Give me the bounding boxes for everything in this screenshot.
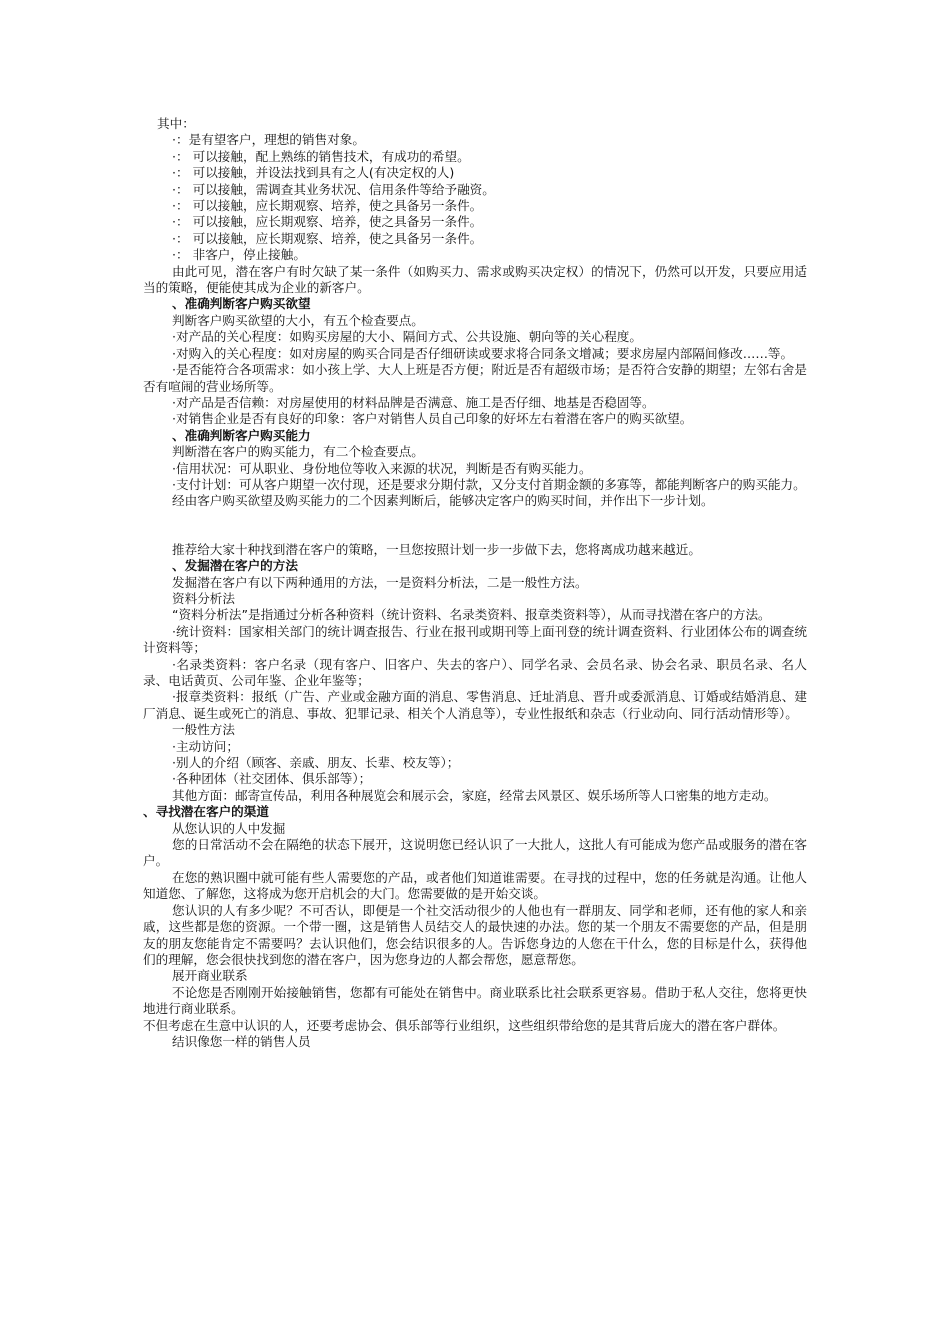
section-heading: 、准确判断客户购买能力 (172, 427, 311, 443)
section-heading: 、准确判断客户购买欲望 (172, 296, 311, 312)
paragraph: 判断客户购买欲望的大小，有五个检查要点。 (172, 312, 424, 328)
paragraph: ·对销售企业是否有良好的印象：客户对销售人员自己印象的好坏左右着潜在客户的购买欲望。 (172, 411, 693, 427)
paragraph: ·对产品的关心程度：如购买房屋的大小、隔间方式、公共设施、朝向等的关心程度。 (172, 329, 642, 345)
paragraph: 判断潜在客户的购买能力，有二个检查要点。 (172, 444, 424, 460)
paragraph: ·信用状况：可从职业、身份地位等收入来源的状况，判断是否有购买能力。 (172, 460, 592, 476)
bullet-line: ·： 可以接触，应长期观察、培养，使之具备另一条件。 (172, 230, 483, 246)
paragraph: ·对产品是否信赖：对房屋使用的材料品牌是否满意、施工是否仔细、地基是否稳固等。 (172, 394, 655, 410)
bullet-line: ·： 可以接触，并设法找到具有之人(有决定权的人) (172, 165, 455, 181)
paragraph: 在您的熟识圈中就可能有些人需要您的产品，或者他们知道谁需要。在寻找的过程中，您的任务就是沟通。让他人知道您、了解您，这将成为您开启机会的大门。您需要做的是开始交谈。 (143, 869, 807, 902)
subheading: 一般性方法 (172, 722, 235, 738)
bullet-line: ·： 非客户，停止接触。 (172, 247, 306, 263)
paragraph: 不论您是否刚刚开始接触销售，您都有可能处在销售中。商业联系比社会联系更容易。借助于私人交往，您将更快地进行商业联系。 (143, 984, 807, 1017)
paragraph: 不但考虑在生意中认识的人，还要考虑协会、俱乐部等行业组织，这些组织带给您的是其背后庞大的潜在客户群体。 (143, 1017, 786, 1033)
paragraph: 您认识的人有多少呢？不可否认，即便是一个社交活动很少的人他也有一群朋友、同学和老师，还有他的家人和亲戚，这些都是您的资源。一个带一圈，这是销售人员结交人的最快速的办法。您的某一个朋友不需要您的产品，但是朋友的朋友您能肯定不需要吗？去认识他们，您会结识很多的人。告诉您身边的人您在干什么，您的目标是什么，获得他们的理解，您会很快找到您的潜在客户，因为您身边的人都会帮您，愿意帮您。 (143, 902, 807, 967)
subheading: 展开商业联系 (172, 968, 248, 984)
section-heading: 、寻找潜在客户的渠道 (143, 804, 269, 820)
paragraph: ·对购入的关心程度：如对房屋的购买合同是否仔细研读或要求将合同条文增减；要求房屋内部隔间修改……等。 (172, 345, 794, 361)
subheading: 从您认识的人中发掘 (172, 820, 286, 836)
paragraph: 发掘潜在客户有以下两种通用的方法，一是资料分析法，二是一般性方法。 (172, 574, 588, 590)
paragraph: ·名录类资料：客户名录（现有客户、旧客户、失去的客户）、同学名录、会员名录、协会名录、职员名录、名人录、电话黄页、公司年鉴、企业年鉴等； (143, 656, 807, 688)
paragraph: 您的日常活动不会在隔绝的状态下展开，这说明您已经认识了一大批人，这批人有可能成为您产品或服务的潜在客户。 (143, 837, 807, 869)
bullet-line: ·： 可以接触，配上熟练的销售技术，有成功的希望。 (172, 148, 470, 164)
paragraph: 其他方面：邮寄宣传品，利用各种展览会和展示会，家庭，经常去风景区、娱乐场所等人口密集的地方走动。 (172, 787, 777, 803)
paragraph: ·统计资料：国家相关部门的统计调查报告、行业在报刊或期刊等上面刊登的统计调查资料、行业团体公布的调查统计资料等； (143, 623, 807, 656)
subheading: 资料分析法 (172, 590, 235, 606)
paragraph: ·是否能符合各项需求：如小孩上学、大人上班是否方便；附近是否有超级市场；是否符合安静的期望；左邻右舍是否有喧闹的营业场所等。 (143, 362, 807, 394)
paragraph: “资料分析法”是指通过分析各种资料（统计资料、名录类资料、报章类资料等），从而寻找潜在客户的方法。 (172, 607, 771, 623)
paragraph: ·支付计划：可从客户期望一次付现，还是要求分期付款，又分支付首期金额的多寡等，都能判断客户的购买能力。 (172, 476, 806, 492)
bullet-line: ·：是有望客户，理想的销售对象。 (172, 132, 365, 148)
paragraph: ·别人的介绍（顾客、亲戚、朋友、长辈、校友等）； (172, 755, 460, 771)
section-heading: 、发掘潜在客户的方法 (172, 558, 298, 574)
subheading: 结识像您一样的销售人员 (172, 1033, 311, 1049)
paragraph: 经由客户购买欲望及购买能力的二个因素判断后，能够决定客户的购买时间，并作出下一步计划。 (172, 493, 714, 509)
paragraph: 由此可见，潜在客户有时欠缺了某一条件（如购买力、需求或购买决定权）的情况下，仍然可以开发，只要应用适当的策略，便能使其成为企业的新客户。 (143, 263, 807, 296)
bullet-line: ·： 可以接触，需调查其业务状况、信用条件等给予融资。 (172, 181, 495, 197)
bullet-line: ·： 可以接触，应长期观察、培养，使之具备另一条件。 (172, 214, 483, 230)
bullet-line: ·： 可以接触，应长期观察、培养，使之具备另一条件。 (172, 198, 483, 214)
document-page (143, 116, 807, 1050)
blank-gap (143, 510, 807, 542)
paragraph: ·主动访问； (172, 738, 239, 754)
paragraph: ·各种团体（社交团体、俱乐部等）； (172, 771, 372, 787)
paragraph: 推荐给大家十种找到潜在客户的策略，一旦您按照计划一步一步做下去，您将离成功越来越近。 (172, 541, 701, 557)
intro-label: 其中： (157, 116, 195, 131)
paragraph: ·报章类资料：报纸（广告、产业或金融方面的消息、零售消息、迁址消息、晋升或委派消息、订婚或结婚消息、建厂消息、诞生或死亡的消息、事故、犯罪记录、相关个人消息等），专业性报纸和杂志（行业动向、同行活动情形等）。 (143, 689, 807, 721)
